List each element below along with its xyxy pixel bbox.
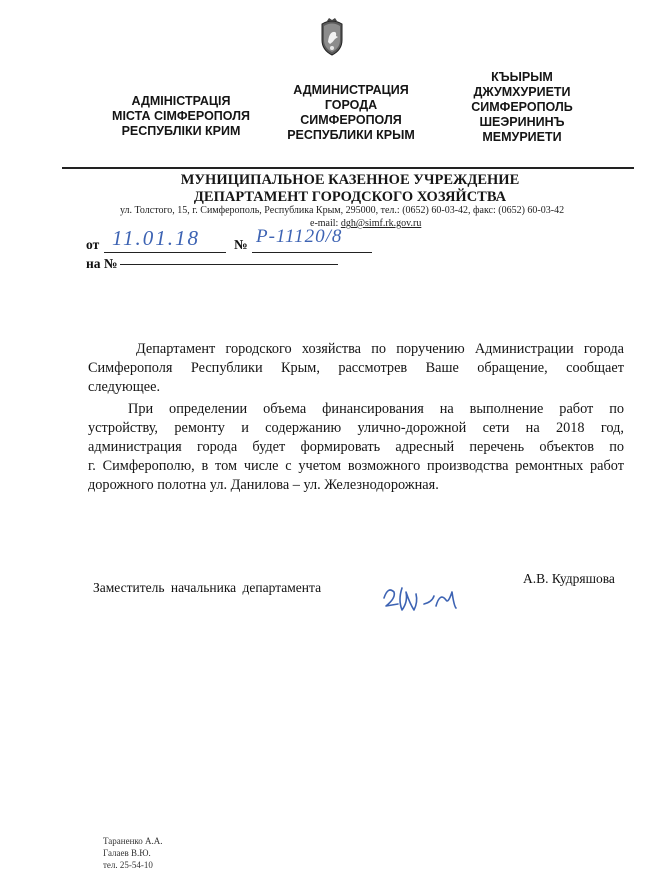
header-ukrainian-administration [92, 94, 270, 139]
paragraph-line: г. Симферополю, в том числе с учетом возможного производства ремонтных работ [88, 458, 624, 474]
header-crimean-tatar-administration [452, 70, 592, 145]
signatory-title: Заместитель начальника департамента [93, 580, 322, 595]
header-ru-line: ГОРОДА [324, 98, 378, 112]
paragraph-line: Симферополя Республики Крым, рассмотрев Ваше обращение, сообщает [88, 360, 624, 376]
paragraph-2 [88, 400, 624, 495]
number-label: № [234, 237, 248, 252]
header-ru-line: РЕСПУБЛИКИ КРЫМ [287, 128, 415, 142]
outgoing-number: Р-11120/8 [256, 226, 343, 247]
org-name-line-1: МУНИЦИПАЛЬНОЕ КАЗЕННОЕ УЧРЕЖДЕНИЕ [180, 172, 520, 188]
org-name-line-2: ДЕПАРТАМЕНТ ГОРОДСКОГО ХОЗЯЙСТВА [193, 189, 507, 205]
org-address: ул. Толстого, 15, г. Симферополь, Республика Крым, 295000, тел.: (0652) 60-03-42, факс: (0652) 60-03-42 [120, 205, 565, 216]
reply-to-label: на № [86, 256, 118, 271]
header-crh-line: МЕМУРИЕТИ [482, 130, 562, 144]
paragraph-line: устройству, ремонту и содержанию улично-дорожной сети на 2018 год, [88, 420, 624, 436]
header-ru-line: СИМФЕРОПОЛЯ [300, 113, 402, 127]
executor-name-1: Тараненко А.А. [103, 836, 163, 846]
paragraph-line: Департамент городского хозяйства по поручению Администрации города [136, 341, 624, 357]
header-ua-line: РЕСПУБЛІКИ КРИМ [121, 124, 241, 138]
paragraph-line: При определении объема финансирования на выполнение работ по [128, 401, 624, 417]
paragraph-line: администрация города будет формировать адресный перечень объектов по [88, 439, 624, 455]
signatory-name: А.В. Кудряшова [523, 571, 615, 586]
header-ua-line: АДМІНІСТРАЦІЯ [131, 94, 231, 108]
header-ru-line: АДМИНИСТРАЦИЯ [293, 83, 409, 97]
email-label: e-mail: [310, 218, 341, 229]
paragraph-line: дорожного полотна ул. Данилова – ул. Железнодорожная. [88, 477, 439, 493]
paragraph-1 [88, 340, 624, 397]
header-ua-line: МІСТА СІМФЕРОПОЛЯ [112, 109, 250, 123]
executor-name-2: Галаев В.Ю. [103, 848, 151, 858]
header-crh-line: ДЖУМХУРИЕТИ [473, 85, 571, 99]
date-label: от [86, 237, 100, 252]
crimea-coat-of-arms-icon [318, 18, 346, 56]
number-underline [252, 252, 372, 253]
paragraph-line: следующее. [88, 379, 161, 395]
header-crh-line: СИМФЕРОПОЛЬ [471, 100, 573, 114]
reply-to-underline [120, 264, 338, 265]
header-russian-administration [272, 83, 430, 143]
header-crh-line: КЪЫРЫМ [491, 70, 553, 84]
header-crh-line: ШЕЭРИНИНЪ [479, 115, 565, 129]
outgoing-date: 11.01.18 [112, 226, 200, 250]
email-link[interactable]: dgh@simf.rk.gov.ru [340, 218, 422, 229]
executor-phone: тел. 25-54-10 [103, 860, 153, 870]
date-underline [104, 252, 226, 253]
handwritten-signature [378, 582, 462, 618]
header-divider [62, 167, 634, 169]
